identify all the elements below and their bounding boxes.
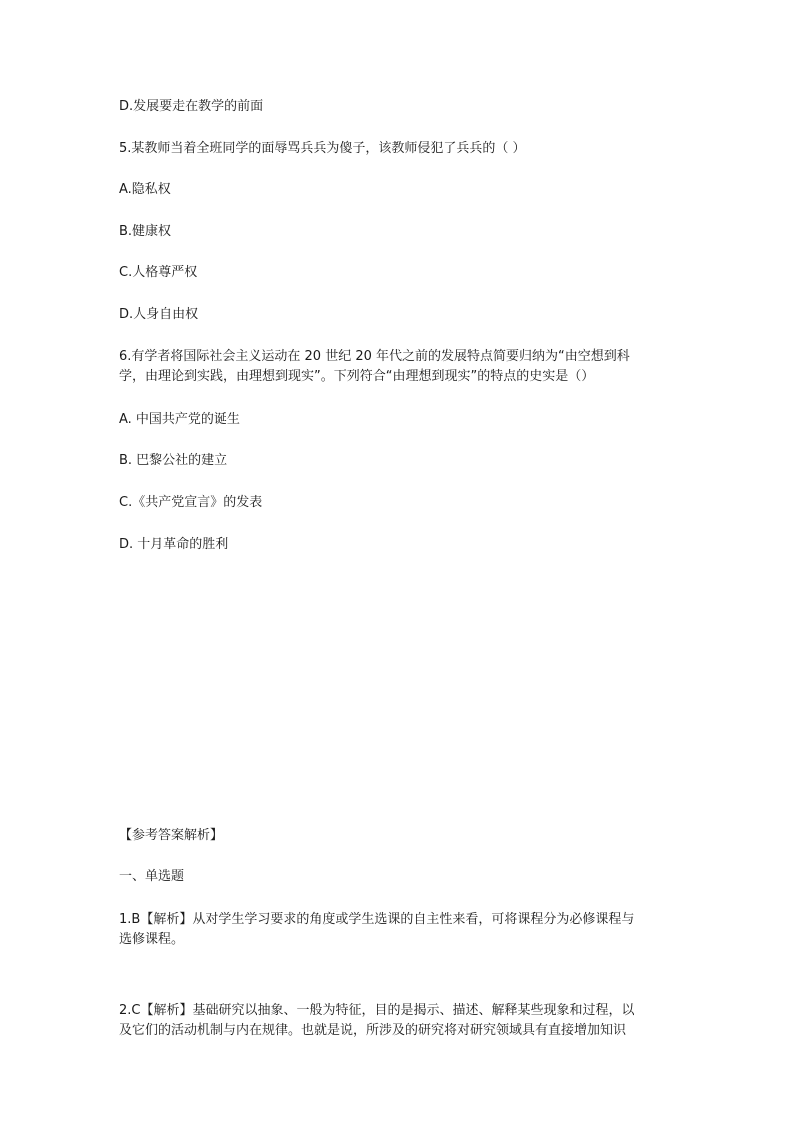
answer-2-line1: 2.C【解析】基础研究以抽象、一般为特征，目的是揭示、描述、解释某些现象和过程，以	[119, 1003, 635, 1018]
q6-stem-line2: 学，由理论到实践，由理想到现实”。下列符合“由理想到现实”的特点的史实是（）	[119, 369, 595, 384]
q6-option-d: D. 十月革命的胜利	[119, 537, 229, 552]
q6-option-c: C.《共产党宣言》的发表	[119, 495, 263, 510]
q4-option-d: D.发展要走在教学的前面	[119, 99, 264, 114]
answer-1-line2: 选修课程。	[119, 932, 185, 947]
q5-option-c: C.人格尊严权	[119, 265, 198, 280]
q5-stem: 5.某教师当着全班同学的面辱骂兵兵为傻子，该教师侵犯了兵兵的（ ）	[119, 141, 526, 156]
q6-stem-line1: 6.有学者将国际社会主义运动在 20 世纪 20 年代之前的发展特点简要归纳为“由空想到科	[119, 349, 630, 364]
q5-option-b: B.健康权	[119, 224, 172, 239]
answer-1-line1: 1.B【解析】从对学生学习要求的角度或学生选课的自主性来看，可将课程分为必修课程与	[119, 912, 635, 927]
answers-section-title: 一、单选题	[119, 869, 185, 884]
q6-option-a: A. 中国共产党的诞生	[119, 412, 240, 427]
q6-option-b: B. 巴黎公社的建立	[119, 453, 228, 468]
answers-heading: 【参考答案解析】	[119, 828, 224, 843]
q5-option-a: A.隐私权	[119, 182, 171, 197]
answer-2-line2: 及它们的活动机制与内在规律。也就是说，所涉及的研究将对研究领域具有直接增加知识	[119, 1023, 627, 1038]
q5-option-d: D.人身自由权	[119, 307, 199, 322]
